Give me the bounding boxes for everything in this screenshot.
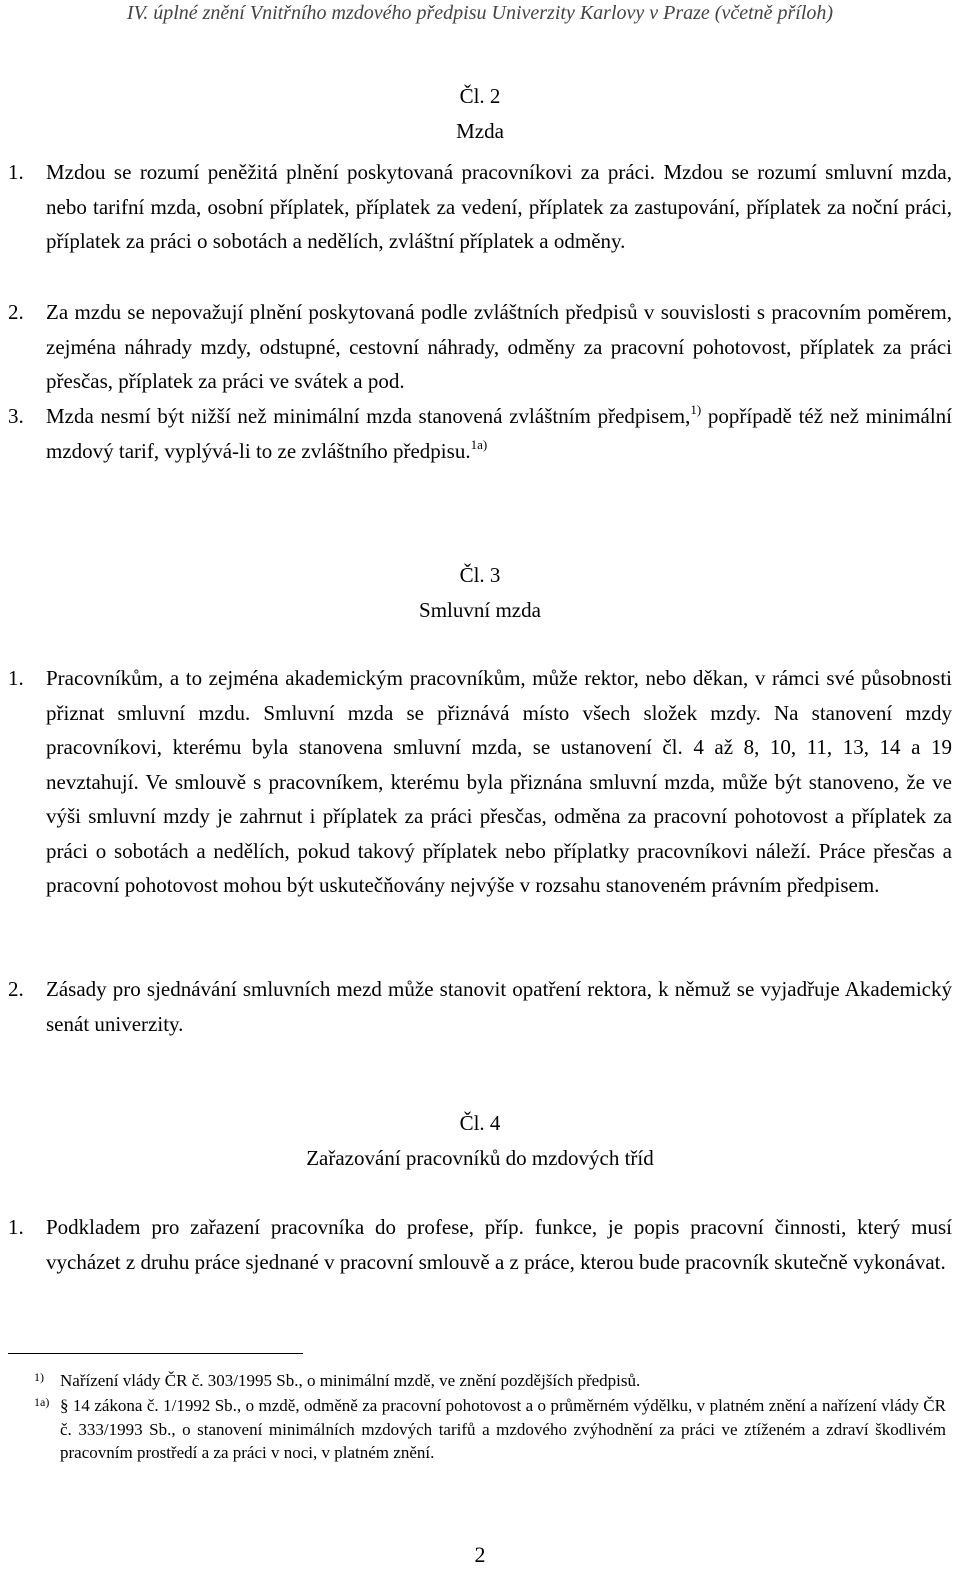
footnote-text: § 14 zákona č. 1/1992 Sb., o mzdě, odměně za pracovní pohotovost a o průměrném výdělku, v platném znění a nařízení vlády ČR č. 333/1993 Sb., o stanovení minimálních mzdových tarifů a mzdového zvýhodnění za práci ve ztíženém a zdraví škodlivém pracovním prostředí a za práci v noci, v platném znění. <box>60 1396 946 1462</box>
paragraph-text: Podkladem pro zařazení pracovníka do profese, příp. funkce, je popis pracovní činnosti, který musí vycházet z druhu práce sjednané v pracovní smlouvě a z práce, kterou bude pracovník skutečně vykonávat. <box>46 1215 952 1274</box>
art2-paragraph-1 <box>8 155 952 259</box>
paragraph-number: 1. <box>8 1215 24 1239</box>
footnote-ref: 1a) <box>470 436 488 452</box>
footnote-mark: 1) <box>34 1370 44 1384</box>
art3-paragraph-2 <box>8 972 952 1041</box>
paragraph-text-part: Mzda nesmí být nižší než minimální mzda stanovená zvláštním předpisem, <box>46 404 691 428</box>
article-4-number: Čl. 4 <box>459 1111 501 1135</box>
art3-paragraph-1 <box>8 661 952 903</box>
art2-paragraph-3 <box>8 399 952 468</box>
footnote-text: Nařízení vlády ČR č. 303/1995 Sb., o minimální mzdě, ve znění pozdějších předpisů. <box>60 1371 641 1390</box>
paragraph-number: 1. <box>8 160 24 184</box>
article-3-number: Čl. 3 <box>459 563 501 587</box>
footnote-ref: 1) <box>690 402 702 417</box>
art2-paragraph-2 <box>8 295 952 399</box>
article-2-title: Mzda <box>456 119 504 143</box>
paragraph-number: 1. <box>8 666 24 690</box>
footnote-1 <box>34 1369 946 1393</box>
paragraph-text: Pracovníkům, a to zejména akademickým pracovníkům, může rektor, nebo děkan, v rámci své působnosti přiznat smluvní mzdu. Smluvní mzda se přiznává místo všech složek mzdy. Na stanovení mzdy pracovníkovi, kterému byla stanovena smluvní mzda, se ustanovení čl. 4 až 8, 10, 11, 13, 14 a 19 nevztahují. Ve smlouvě s pracovníkem, kterému byla přiznána smluvní mzda, může být stanoveno, že ve výši smluvní mzdy je zahrnut i příplatek za práci přesčas, odměna za pracovní pohotovost a příplatek za práci o sobotách a nedělích, pokud takový příplatek nebo příplatky pracovníkovi náleží. Práce přesčas a pracovní pohotovost mohou být uskutečňovány nejvýše v rozsahu stanoveném právním předpisem. <box>46 666 952 897</box>
paragraph-text: Zásady pro sjednávání smluvních mezd může stanovit opatření rektora, k němuž se vyjadřuje Akademický senát univerzity. <box>46 977 952 1036</box>
paragraph-number: 2. <box>8 300 24 324</box>
article-2-number: Čl. 2 <box>459 84 501 108</box>
paragraph-text-part: popřípadě též než minimální mzdový tarif, vyplývá-li to ze zvláštního předpisu. <box>46 404 952 463</box>
article-3-title: Smluvní mzda <box>419 598 541 622</box>
paragraph-number: 2. <box>8 977 24 1001</box>
paragraph-text: Za mzdu se nepovažují plnění poskytovaná podle zvláštních předpisů v souvislosti s pracovním poměrem, zejména náhrady mzdy, odstupné, cestovní náhrady, odměny za pracovní pohotovost, příplatek za práci přesčas, příplatek za práci ve svátek a pod. <box>46 300 952 393</box>
art4-paragraph-1 <box>8 1210 952 1279</box>
footnote-mark: 1a) <box>34 1395 50 1409</box>
paragraph-text <box>46 399 952 468</box>
article-4-title: Zařazování pracovníků do mzdových tříd <box>306 1146 654 1170</box>
page-number: 2 <box>474 1542 486 1567</box>
running-header: IV. úplné znění Vnitřního mzdového předpisu Univerzity Karlovy v Praze (včetně příloh) <box>126 2 834 24</box>
paragraph-number: 3. <box>8 404 24 428</box>
footnote-1a <box>34 1394 946 1465</box>
footnote-separator <box>8 1353 303 1354</box>
paragraph-text: Mzdou se rozumí peněžitá plnění poskytovaná pracovníkovi za práci. Mzdou se rozumí smluvní mzda, nebo tarifní mzda, osobní příplatek, příplatek za vedení, příplatek za zastupování, příplatek za noční práci, příplatek za práci o sobotách a nedělích, zvláštní příplatek a odměny. <box>46 160 952 253</box>
